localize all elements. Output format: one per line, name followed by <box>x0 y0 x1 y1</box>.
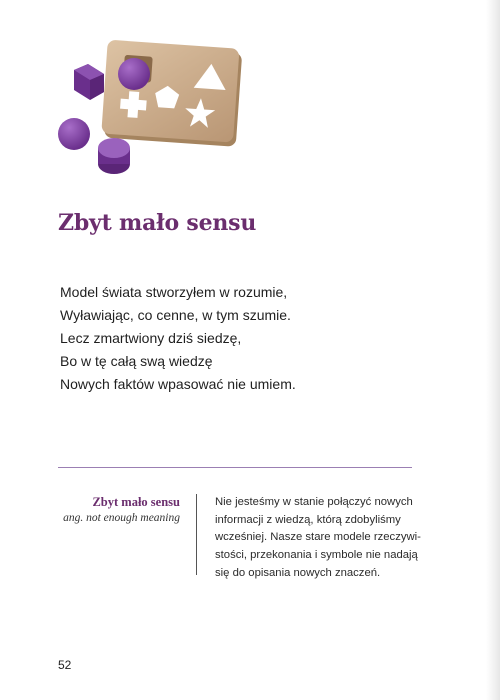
definition-translation: ang. not enough meaning <box>63 512 180 524</box>
definition-line: Nie jesteśmy w stanie połączyć nowych <box>215 496 413 508</box>
poem-line: Wyławiając, co cenne, w tym szumie. <box>60 307 291 323</box>
definition-rule <box>196 494 197 575</box>
poem-line: Nowych faktów wpasować nie umiem. <box>60 376 296 392</box>
definition-term: Zbyt mało sensu <box>92 495 180 509</box>
poem <box>60 281 296 396</box>
section-divider <box>58 467 412 468</box>
page-number: 52 <box>58 658 72 672</box>
definition-term-block <box>58 494 180 526</box>
poem-line: Model świata stworzyłem w rozumie, <box>60 284 288 300</box>
page-title: Zbyt mało sensu <box>58 210 257 236</box>
definition-line: stości, przekonania i symbole nie nadają <box>215 549 418 562</box>
definition-text <box>215 494 421 583</box>
definition-line: się do opisania nowych znaczeń. <box>215 566 381 579</box>
definition-line: wcześniej. Nasze stare modele rzeczywi- <box>215 531 421 544</box>
page-edge <box>486 0 500 700</box>
definition-line: informacji z wiedzą, którą zdobyliśmy <box>215 513 401 526</box>
poem-line: Bo w tę całą swą wiedzę <box>60 353 213 369</box>
shape-sorter-icon <box>48 36 258 186</box>
poem-line: Lecz zmartwiony dziś siedzę, <box>60 330 242 346</box>
